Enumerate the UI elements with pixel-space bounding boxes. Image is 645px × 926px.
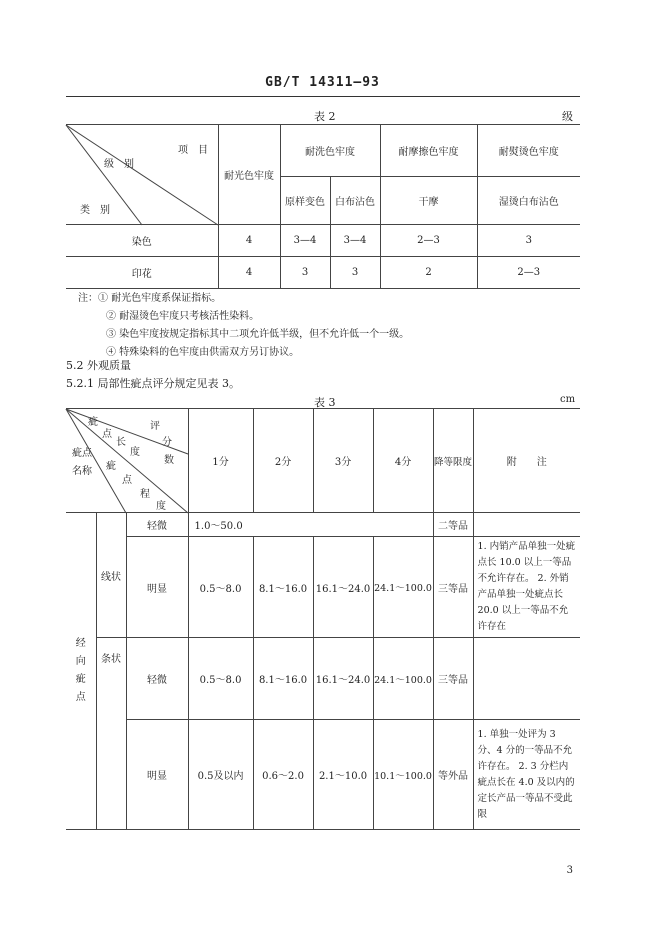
downgrade-cell: 二等品 (433, 513, 473, 537)
cell-wash-stain: 3 (330, 257, 380, 289)
standard-number: GB/T 14311—93 (265, 75, 380, 90)
table3 (66, 408, 580, 830)
diag-cheng: 程 (140, 489, 150, 500)
diag-point2: 点 (122, 475, 132, 486)
table-row (66, 513, 580, 537)
score-cell: 24.1～100.0 (373, 638, 433, 720)
col-iron-fastness: 耐熨烫色牢度 (477, 125, 580, 177)
cell-iron-wet: 2—3 (477, 257, 580, 289)
col-score-4: 4分 (373, 409, 433, 513)
note-4: ④ 特殊染料的色牢度由供需双方另订协议。 (106, 347, 300, 358)
col-rub-fastness: 耐摩擦色牢度 (380, 125, 477, 177)
row-label: 染色 (66, 225, 218, 257)
diag-defect-name: 疵点名称 (72, 448, 92, 477)
downgrade-cell: 等外品 (433, 720, 473, 830)
table-row (66, 257, 580, 289)
group-label: 经向疵点 (66, 513, 96, 830)
diag-defect2: 疵 (106, 461, 116, 472)
note-cell: 1. 单独一处评为 3 分、4 分的一等品不允许存在。 2. 3 分栏内疵点长在 4.0 及以内的定长产品一等品不受此限 (473, 720, 580, 830)
diag-count: 数 (164, 455, 174, 466)
page-number: 3 (566, 865, 573, 876)
type-line: 线状 (96, 513, 126, 638)
score-cell: 0.5～8.0 (188, 638, 253, 720)
table2-notes (78, 290, 409, 362)
score-cell: 0.6～2.0 (253, 720, 313, 830)
cell-light: 4 (218, 257, 280, 289)
table2-diag-cell (66, 125, 218, 225)
cell-wash-change: 3—4 (280, 225, 330, 257)
table3-unit: cm (560, 394, 576, 405)
note-cell: 1. 内销产品单独一处疵点长 10.0 以上一等品不允许存在。 2. 外销产品单独一处疵点长 20.0 以上一等品不允许存在 (473, 537, 580, 638)
note-1: 注：① 耐光色牢度系保证指标。 (78, 293, 222, 304)
diag-point: 点 (102, 429, 112, 440)
score-cell: 2.1～10.0 (313, 720, 373, 830)
col-light-fastness: 耐光色牢度 (218, 125, 280, 225)
table-row (66, 720, 580, 830)
row-label: 印花 (66, 257, 218, 289)
score-cell: 24.1～100.0 (373, 537, 433, 638)
diag-length: 长 (116, 437, 126, 448)
cell-light: 4 (218, 225, 280, 257)
downgrade-cell: 三等品 (433, 537, 473, 638)
col-wash-change: 原样变色 (280, 177, 330, 225)
col-score-1: 1分 (188, 409, 253, 513)
score-cell: 10.1～100.0 (373, 720, 433, 830)
score-cell: 0.5～8.0 (188, 537, 253, 638)
score-cell: 0.5及以内 (188, 720, 253, 830)
col-iron-wet: 湿烫白布沾色 (477, 177, 580, 225)
score-cell: 16.1～24.0 (313, 638, 373, 720)
section-5-2: 5.2 外观质量 (66, 359, 131, 372)
table2 (66, 124, 580, 289)
table-row (66, 537, 580, 638)
degree-cell: 明显 (126, 537, 188, 638)
diag-defect: 疵 (88, 417, 98, 428)
table2-diag-category: 类 别 (80, 205, 110, 216)
diag-fen: 分 (162, 437, 172, 448)
table2-unit: 级 (562, 110, 573, 123)
score-cell: 8.1～16.0 (253, 638, 313, 720)
degree-cell: 轻微 (126, 638, 188, 720)
header-rule (66, 96, 580, 97)
col-downgrade: 降等限度 (433, 409, 473, 513)
diag-score: 评 (150, 421, 160, 432)
cell-iron-wet: 3 (477, 225, 580, 257)
col-wash-stain: 白布沾色 (330, 177, 380, 225)
table3-title: 表 3 (314, 396, 336, 409)
downgrade-cell: 三等品 (433, 638, 473, 720)
cell-wash-stain: 3—4 (330, 225, 380, 257)
note-cell (473, 638, 580, 720)
degree-cell: 明显 (126, 720, 188, 830)
note-2: ② 耐湿烫色牢度只考核活性染料。 (106, 311, 260, 322)
col-note: 附 注 (473, 409, 580, 513)
col-rub-dry: 干摩 (380, 177, 477, 225)
score-cell: 1.0～50.0 (188, 513, 433, 537)
cell-rub-dry: 2 (380, 257, 477, 289)
table2-title: 表 2 (314, 110, 336, 123)
table-row (66, 638, 580, 720)
table-row (66, 225, 580, 257)
score-cell: 8.1～16.0 (253, 537, 313, 638)
note-cell (473, 513, 580, 537)
col-wash-fastness: 耐洗色牢度 (280, 125, 380, 177)
col-score-3: 3分 (313, 409, 373, 513)
cell-rub-dry: 2—3 (380, 225, 477, 257)
section-5-2-1: 5.2.1 局部性疵点评分规定见表 3。 (66, 377, 240, 390)
table2-diag-item: 项 目 (178, 145, 208, 156)
note-3: ③ 染色牢度按规定指标其中二项允许低半级，但不允许低一个一级。 (106, 329, 410, 340)
col-score-2: 2分 (253, 409, 313, 513)
table3-diag-cell (66, 409, 188, 513)
diag-du2: 度 (156, 501, 166, 512)
diag-degree-a: 度 (130, 447, 140, 458)
table2-diag-grade: 级 别 (104, 159, 134, 170)
score-cell: 16.1～24.0 (313, 537, 373, 638)
cell-wash-change: 3 (280, 257, 330, 289)
type-strip: 条状 (96, 638, 126, 830)
degree-cell: 轻微 (126, 513, 188, 537)
